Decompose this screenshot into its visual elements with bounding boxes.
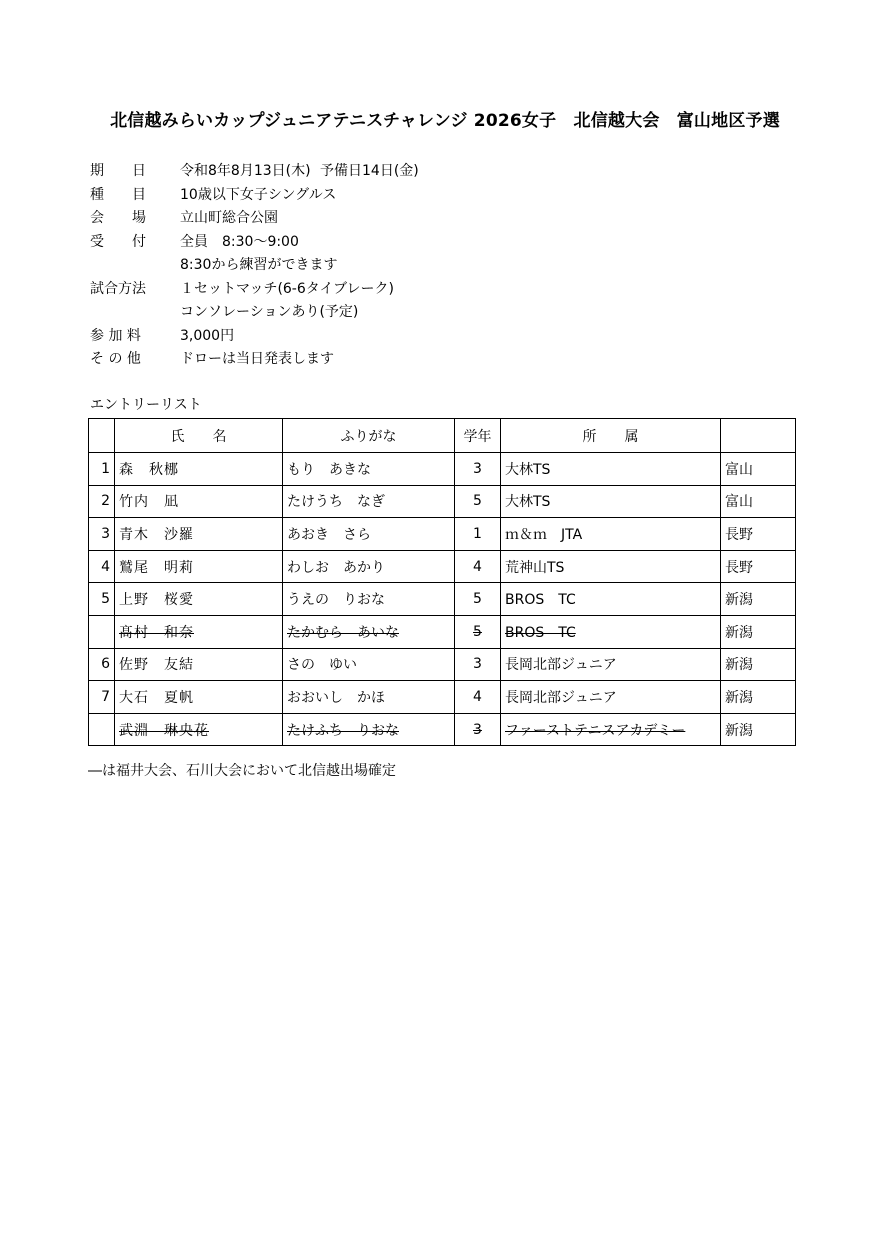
- cell-furigana-text: たけふち りおな: [287, 722, 399, 739]
- cell-furigana-text: あおき さら: [287, 526, 371, 543]
- cell-affiliation-text: BROS TC: [505, 624, 576, 641]
- cell-affiliation: [501, 550, 721, 583]
- cell-no: [89, 453, 115, 486]
- cell-region-text: 新潟: [725, 657, 753, 674]
- cell-furigana: [283, 550, 455, 583]
- cell-grade-text: 4: [473, 558, 482, 575]
- info-label: 受 付: [90, 233, 146, 250]
- cell-grade: [455, 615, 501, 648]
- header-furigana: ふりがな: [283, 419, 455, 453]
- cell-no-text: 5: [101, 591, 110, 608]
- cell-furigana-text: たかむら あいな: [287, 624, 399, 641]
- cell-name-text: 鷲尾 明莉: [119, 559, 194, 576]
- cell-name-text: 佐野 友結: [119, 657, 194, 674]
- cell-region: [721, 615, 796, 648]
- cell-affiliation-text: 長岡北部ジュニア: [505, 689, 617, 706]
- cell-grade: [455, 453, 501, 486]
- info-value: 令和8年8月13日(木): [180, 163, 311, 179]
- cell-region-text: 長野: [725, 526, 753, 543]
- cell-name: [115, 615, 283, 648]
- cell-affiliation-text: 大林TS: [505, 494, 551, 511]
- cell-name-text: 髙村 和奈: [119, 624, 194, 641]
- info-extra: 予備日14日(金): [320, 163, 419, 179]
- cell-no: [89, 713, 115, 746]
- cell-furigana-text: もり あきな: [287, 461, 371, 478]
- table-row: [89, 485, 796, 518]
- cell-region: [721, 583, 796, 616]
- header-affiliation: 所 属: [501, 419, 721, 453]
- table-header-row: [89, 419, 796, 453]
- info-value: 立山町総合公園: [180, 210, 278, 226]
- cell-name: [115, 681, 283, 714]
- cell-no-text: 7: [101, 688, 110, 705]
- cell-furigana: [283, 648, 455, 681]
- cell-no-text: 4: [101, 558, 110, 575]
- cell-furigana-text: おおいし かほ: [287, 689, 385, 706]
- cell-affiliation-text: 長岡北部ジュニア: [505, 657, 617, 674]
- cell-affiliation-text: ファーストテニスアカデミー: [505, 722, 686, 739]
- cell-region: [721, 485, 796, 518]
- info-label: 種 目: [90, 186, 146, 203]
- info-value: 3,000円: [180, 327, 235, 344]
- cell-no: [89, 681, 115, 714]
- cell-name-text: 森 秋梛: [119, 461, 179, 478]
- info-label: 期 日: [90, 163, 146, 179]
- cell-no-text: 2: [101, 493, 110, 510]
- cell-name-text: 竹内 凪: [119, 494, 179, 511]
- cell-furigana-text: うえの りおな: [287, 592, 385, 609]
- cell-name-text: 大石 夏帆: [119, 689, 194, 706]
- cell-grade-text: 1: [473, 525, 482, 542]
- cell-name-text: 上野 桜愛: [119, 592, 194, 609]
- cell-furigana: [283, 713, 455, 746]
- table-row: [89, 681, 796, 714]
- cell-grade-text: 5: [473, 591, 482, 608]
- cell-grade: [455, 583, 501, 616]
- cell-furigana-text: わしお あかり: [287, 559, 385, 576]
- cell-affiliation: [501, 518, 721, 551]
- cell-affiliation: [501, 713, 721, 746]
- cell-no: [89, 648, 115, 681]
- cell-furigana: [283, 615, 455, 648]
- header-region: [721, 419, 796, 453]
- cell-region: [721, 550, 796, 583]
- info-value: 8:30から練習ができます: [180, 257, 338, 273]
- entry-table: [88, 418, 796, 746]
- info-value: 10歳以下女子シングルス: [180, 186, 337, 203]
- cell-affiliation: [501, 453, 721, 486]
- cell-region-text: 富山: [725, 494, 753, 511]
- cell-no: [89, 550, 115, 583]
- header-no: [89, 419, 115, 453]
- header-name: 氏 名: [115, 419, 283, 453]
- cell-region: [721, 518, 796, 551]
- cell-furigana: [283, 681, 455, 714]
- cell-grade: [455, 550, 501, 583]
- cell-no-text: 1: [101, 460, 110, 477]
- cell-region-text: 長野: [725, 559, 753, 576]
- cell-grade-text: 5: [473, 623, 482, 640]
- cell-affiliation-text: 大林TS: [505, 461, 551, 478]
- cell-affiliation-text: ｍ＆ｍ JTA: [505, 526, 583, 543]
- info-value: 全員 8:30～9:00: [180, 233, 299, 250]
- cell-region: [721, 713, 796, 746]
- cell-name: [115, 453, 283, 486]
- page-title: 北信越みらいカップジュニアテニスチャレンジ 2026女子 北信越大会 富山地区予選: [110, 111, 780, 131]
- info-label: 会 場: [90, 210, 146, 226]
- cell-furigana: [283, 453, 455, 486]
- cell-affiliation-text: 荒神山TS: [505, 559, 565, 576]
- cell-furigana: [283, 518, 455, 551]
- cell-name: [115, 713, 283, 746]
- cell-region-text: 新潟: [725, 624, 753, 641]
- cell-furigana-text: たけうち なぎ: [287, 494, 385, 511]
- info-label: そ の 他: [90, 351, 141, 367]
- cell-grade: [455, 485, 501, 518]
- cell-affiliation: [501, 583, 721, 616]
- cell-no: [89, 615, 115, 648]
- info-label: 試合方法: [90, 280, 146, 297]
- cell-region-text: 新潟: [725, 592, 753, 609]
- cell-affiliation: [501, 615, 721, 648]
- cell-grade-text: 5: [473, 493, 482, 510]
- cell-no: [89, 583, 115, 616]
- cell-name: [115, 518, 283, 551]
- cell-name: [115, 583, 283, 616]
- cell-name: [115, 550, 283, 583]
- cell-furigana: [283, 583, 455, 616]
- info-value: １セットマッチ(6-6タイブレーク): [180, 280, 394, 297]
- cell-grade-text: 3: [473, 656, 482, 673]
- cell-furigana: [283, 485, 455, 518]
- header-grade: 学年: [455, 419, 501, 453]
- cell-region-text: 新潟: [725, 722, 753, 739]
- cell-name: [115, 485, 283, 518]
- table-row: [89, 583, 796, 616]
- info-label: 参 加 料: [90, 327, 141, 344]
- cell-no: [89, 518, 115, 551]
- cell-affiliation-text: BROS TC: [505, 592, 576, 609]
- cell-grade: [455, 713, 501, 746]
- footnote: ―は福井大会、石川大会において北信越出場確定: [88, 763, 396, 779]
- cell-region: [721, 453, 796, 486]
- cell-grade-text: 3: [473, 460, 482, 477]
- table-row: [89, 453, 796, 486]
- cell-grade: [455, 648, 501, 681]
- cell-no-text: 3: [101, 525, 110, 542]
- cell-grade-text: 3: [473, 721, 482, 738]
- cell-region: [721, 681, 796, 714]
- cell-grade: [455, 518, 501, 551]
- table-row: [89, 550, 796, 583]
- cell-affiliation: [501, 485, 721, 518]
- cell-region-text: 富山: [725, 461, 753, 478]
- cell-no: [89, 485, 115, 518]
- cell-no-text: 6: [101, 656, 110, 673]
- cell-name: [115, 648, 283, 681]
- cell-grade-text: 4: [473, 688, 482, 705]
- cell-name-text: 武淵 琳央花: [119, 722, 209, 739]
- info-value: ドローは当日発表します: [180, 351, 334, 367]
- cell-furigana-text: さの ゆい: [287, 657, 357, 674]
- cell-affiliation: [501, 681, 721, 714]
- cell-region-text: 新潟: [725, 689, 753, 706]
- table-row: [89, 713, 796, 746]
- cell-affiliation: [501, 648, 721, 681]
- table-row: [89, 615, 796, 648]
- table-row: [89, 518, 796, 551]
- cell-region: [721, 648, 796, 681]
- table-row: [89, 648, 796, 681]
- cell-name-text: 青木 沙羅: [119, 526, 194, 543]
- cell-grade: [455, 681, 501, 714]
- entry-list-title: エントリーリスト: [90, 397, 202, 413]
- info-value: コンソレーションあり(予定): [180, 304, 359, 320]
